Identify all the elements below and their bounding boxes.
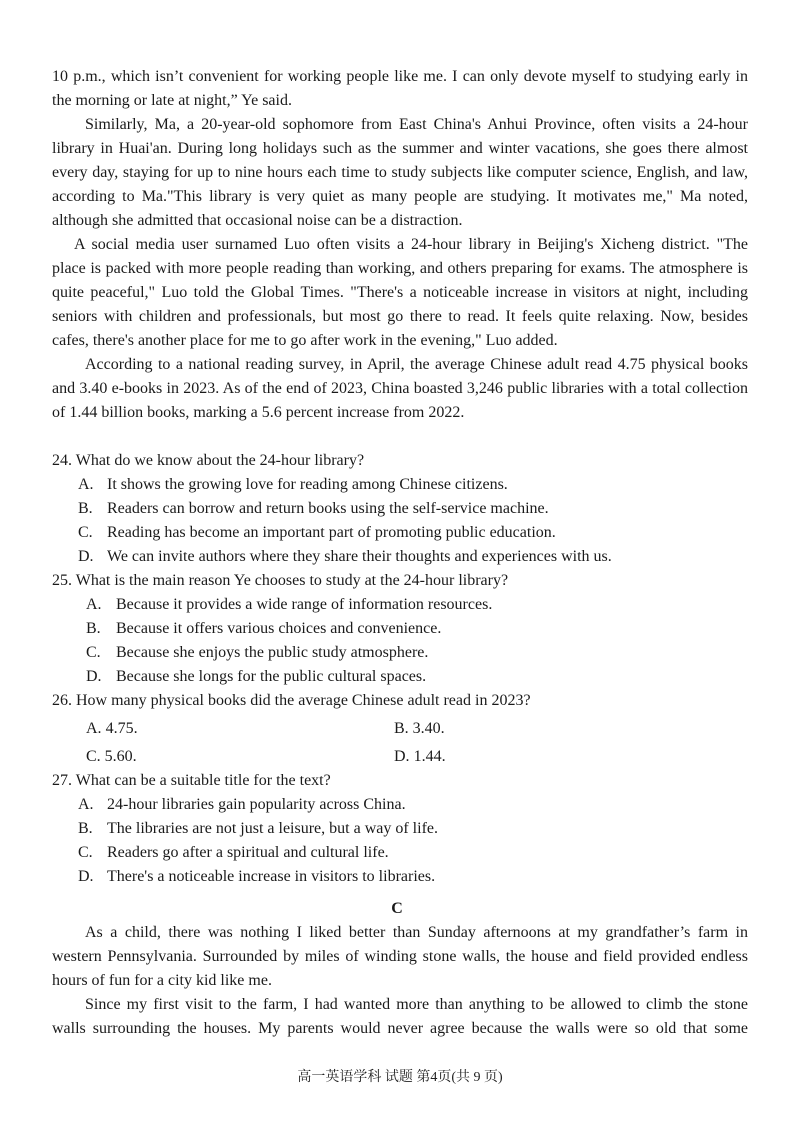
paragraph [52,65,748,113]
passage-line: cafes, there's another place for me to go after work in the evening," Luo added. [52,332,558,349]
question-25 [52,569,748,689]
question-text: What can be a suitable title for the text? [75,772,331,789]
question-list [52,449,748,889]
option-a [86,717,138,741]
question-27 [52,769,748,889]
option-text: There's a noticeable increase in visitors to libraries. [107,868,436,885]
option-text: 3.40. [412,720,445,737]
option-label: D. [78,868,94,885]
option-label: D. [86,668,102,685]
passage-line: Similarly, Ma, a 20-year-old sophomore from East China's Anhui Province, often visits a 24-hour [85,116,748,133]
option-label: B. [394,720,409,737]
question-number: 27. [52,772,72,789]
option-text: It shows the growing love for reading among Chinese citizens. [107,476,508,493]
paragraph [52,233,748,353]
passage-line: hours of fun for a city kid like me. [52,972,272,989]
passage-line: the morning or late at night,” Ye said. [52,92,292,109]
question-number: 24. [52,452,72,469]
question-26 [52,689,748,769]
option-label: B. [86,620,101,637]
question-stem [52,689,748,713]
question-number: 26. [52,692,72,709]
option-label: C. [86,748,101,765]
option-d [52,665,748,689]
passage-line: although she admitted that occasional noise can be a distraction. [52,212,463,229]
option-label: C. [78,844,93,861]
passage-line: quite peaceful," Luo told the Global Times. "There's a noticeable increase in visitors at night, including [52,284,748,301]
passage-line: place is packed with more people reading than working, and others preparing for exams. The atmosphere is [52,260,748,277]
option-text: Because it offers various choices and convenience. [116,620,442,637]
option-b [52,817,748,841]
option-text: Because she enjoys the public study atmosphere. [116,644,429,661]
option-label: A. [86,720,102,737]
passage-line: As a child, there was nothing I liked better than Sunday afternoons at my grandfather’s farm in [85,924,748,941]
option-a [52,473,748,497]
question-stem [52,769,748,793]
question-stem [52,569,748,593]
passage-c [52,921,748,1041]
option-row [52,717,748,741]
passage-line: of 1.44 billion books, marking a 5.6 percent increase from 2022. [52,404,465,421]
passage-line: Since my first visit to the farm, I had wanted more than anything to be allowed to climb the stone [85,996,748,1013]
option-b [394,717,445,741]
passage-line: western Pennsylvania. Surrounded by miles of winding stone walls, the house and field provided endless [52,948,748,965]
option-c [86,745,137,769]
question-text: What is the main reason Ye chooses to study at the 24-hour library? [75,572,509,589]
option-d [52,865,748,889]
question-text: What do we know about the 24-hour library? [75,452,365,469]
question-24 [52,449,748,569]
option-text: The libraries are not just a leisure, but a way of life. [107,820,438,837]
passage-line: walls surrounding the houses. My parents would never agree because the walls were so old that some [52,1020,748,1037]
passage-line: 10 p.m., which isn’t convenient for working people like me. I can only devote myself to studying early in [52,68,748,85]
passage-line: According to a national reading survey, in April, the average Chinese adult read 4.75 physical books [85,356,748,373]
option-c [52,521,748,545]
paragraph [52,921,748,993]
passage-line: seniors with children and professionals, but most go there to read. It feels quite relaxing. Now, besides [52,308,748,325]
option-text: 1.44. [413,748,446,765]
passage-line: A social media user surnamed Luo often visits a 24-hour library in Beijing's Xicheng district. "The [74,236,748,253]
option-text: 4.75. [105,720,138,737]
option-label: C. [78,524,93,541]
passage-line: according to Ma."This library is very quiet as many people are studying. It motivates me," Ma noted, [52,188,748,205]
option-label: B. [78,500,93,517]
option-b [52,497,748,521]
option-label: A. [78,476,94,493]
passage-line: and 3.40 e-books in 2023. As of the end of 2023, China boasted 3,246 public libraries with a total collection [52,380,748,397]
option-c [52,641,748,665]
passage-b [52,65,748,425]
option-text: Because she longs for the public cultural spaces. [116,668,427,685]
option-text: 5.60. [104,748,137,765]
passage-line: library in Huai'an. During long holidays such as the summer and winter vacations, she goes there almost [52,140,748,157]
passage-line: every day, staying for up to nine hours each time to study subjects like computer science, English, and law, [52,164,748,181]
option-label: C. [86,644,101,661]
section-heading: C [391,900,403,917]
question-text: How many physical books did the average Chinese adult read in 2023? [76,692,531,709]
option-c [52,841,748,865]
option-label: B. [78,820,93,837]
option-a [52,593,748,617]
page-content [52,65,748,1041]
option-b [52,617,748,641]
option-text: 24-hour libraries gain popularity across China. [107,796,406,813]
option-d [394,745,446,769]
paragraph [52,993,748,1041]
option-label: D. [78,548,94,565]
option-d [52,545,748,569]
question-number: 25. [52,572,72,589]
page-footer: 高一英语学科 试题 第4页(共 9 页) [297,1070,503,1085]
option-text: We can invite authors where they share their thoughts and experiences with us. [107,548,612,565]
option-label: D. [394,748,410,765]
option-text: Because it provides a wide range of information resources. [116,596,493,613]
question-stem [52,449,748,473]
option-text: Readers go after a spiritual and cultural life. [107,844,389,861]
option-label: A. [78,796,94,813]
paragraph [52,353,748,425]
option-text: Readers can borrow and return books using the self-service machine. [107,500,549,517]
option-a [52,793,748,817]
option-text: Reading has become an important part of promoting public education. [107,524,556,541]
paragraph [52,113,748,233]
option-row [52,745,748,769]
option-label: A. [86,596,102,613]
